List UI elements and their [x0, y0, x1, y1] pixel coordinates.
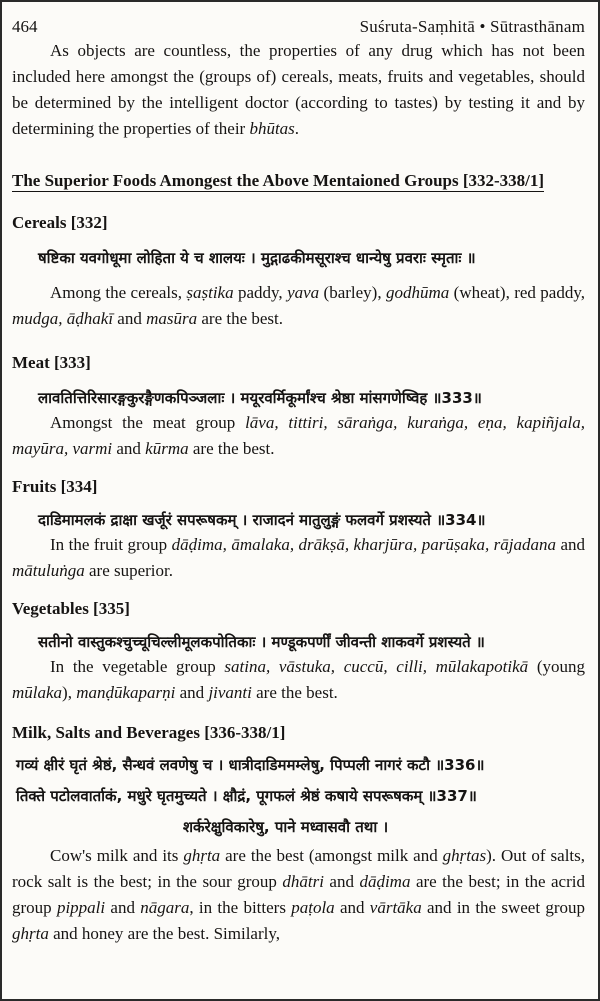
running-title: Suśruta-Saṃhitā • Sūtrasthānam: [359, 17, 585, 36]
sanskrit-verse-338-half: शर्करेक्षुविकारेषु, पाने मध्वासवौ तथा ।: [182, 818, 389, 836]
sanskrit-verse-337: तिक्ते पटोलवार्ताकं, मधुरे घृतमुच्यते । क्षौद्रं, पूगफलं श्रेष्ठं कषाये सपरूषकम् ॥337॥: [16, 787, 477, 805]
section-heading-milk-salts-beverages: Milk, Salts and Beverages [336-338/1]: [12, 723, 286, 742]
section-heading-vegetables: Vegetables [335]: [12, 599, 130, 618]
section-heading-meat: Meat [333]: [12, 353, 91, 372]
sanskrit-verse-cereals: षष्टिका यवगोधूमा लोहिता ये च शालयः । मुद्गाढकीमसूराश्च धान्येषु प्रवराः स्मृताः ॥: [38, 249, 476, 267]
main-section-heading-text: The Superior Foods Amongest the Above Mentaioned Groups [332-338/1]: [12, 171, 545, 190]
sanskrit-verse-meat: लावतित्तिरिसारङ्गकुरङ्गैणकपिञ्जलाः । मयूरवर्मिकूर्मांश्च श्रेष्ठा मांसगणेष्विह ॥333॥: [38, 389, 482, 407]
translation-vegetables: In the vegetable group satina, vāstuka, cuccū, cilli, mūlakapotikā (young mūlaka), manḍūkaparṇi and jivanti are the best.: [12, 657, 585, 702]
sanskrit-verse-fruits: दाडिमामलकं द्राक्षा खर्जूरं सपरूषकम् । राजादनं मातुलुङ्गं फलवर्गे प्रशस्यते ॥334॥: [38, 511, 486, 529]
sanskrit-verses-milk-salts-beverages: [12, 750, 585, 843]
sanskrit-verse-336: गव्यं क्षीरं घृतं श्रेष्ठं, सैन्धवं लवणेषु च । धात्रीदाडिममम्लेषु, पिप्पली नागरं कटौ ॥336॥: [16, 756, 485, 774]
sanskrit-verse-vegetables: सतीनो वास्तुकश्चुच्चूचिल्लीमूलकपोतिकाः । मण्डूकपर्णीं जीवन्ती शाकवर्गे प्रशस्यते ॥: [38, 633, 485, 651]
translation-fruits: In the fruit group dāḍima, āmalaka, drākṣā, kharjūra, parūṣaka, rājadana and mātuluṅga are superior.: [12, 535, 586, 580]
translation-milk-salts-beverages: Cow's milk and its ghṛta are the best (amongst milk and ghṛtas). Out of salts, rock salt is the best; in the sour group dhātri and dāḍima are the best; in the acrid group pippali and nāgara, in the bitters paṭola and vārtāka and in the sweet group ghṛta and honey are the best. Similarly,: [12, 846, 586, 943]
translation-meat: Amongst the meat group lāva, tittiri, sāraṅga, kuraṅga, eṇa, kapiñjala, mayūra, varmi and kūrma are the best.: [12, 413, 585, 458]
running-head: [12, 16, 585, 38]
intro-paragraph: As objects are countless, the properties of any drug which has not been included here amongst the (groups of) cereals, meats, fruits and vegetables, should be determined by the intelligent doctor (according to tastes) by testing it and by determining the properties of their bhūtas.: [12, 41, 585, 138]
section-heading-cereals: Cereals [332]: [12, 213, 108, 232]
section-heading-fruits: Fruits [334]: [12, 477, 98, 496]
page-number: 464: [12, 17, 38, 36]
main-section-heading: [12, 170, 585, 192]
translation-cereals: Among the cereals, ṣaṣtika paddy, yava (barley), godhūma (wheat), red paddy, mudga, āḍhakī and masūra are the best.: [12, 283, 585, 328]
